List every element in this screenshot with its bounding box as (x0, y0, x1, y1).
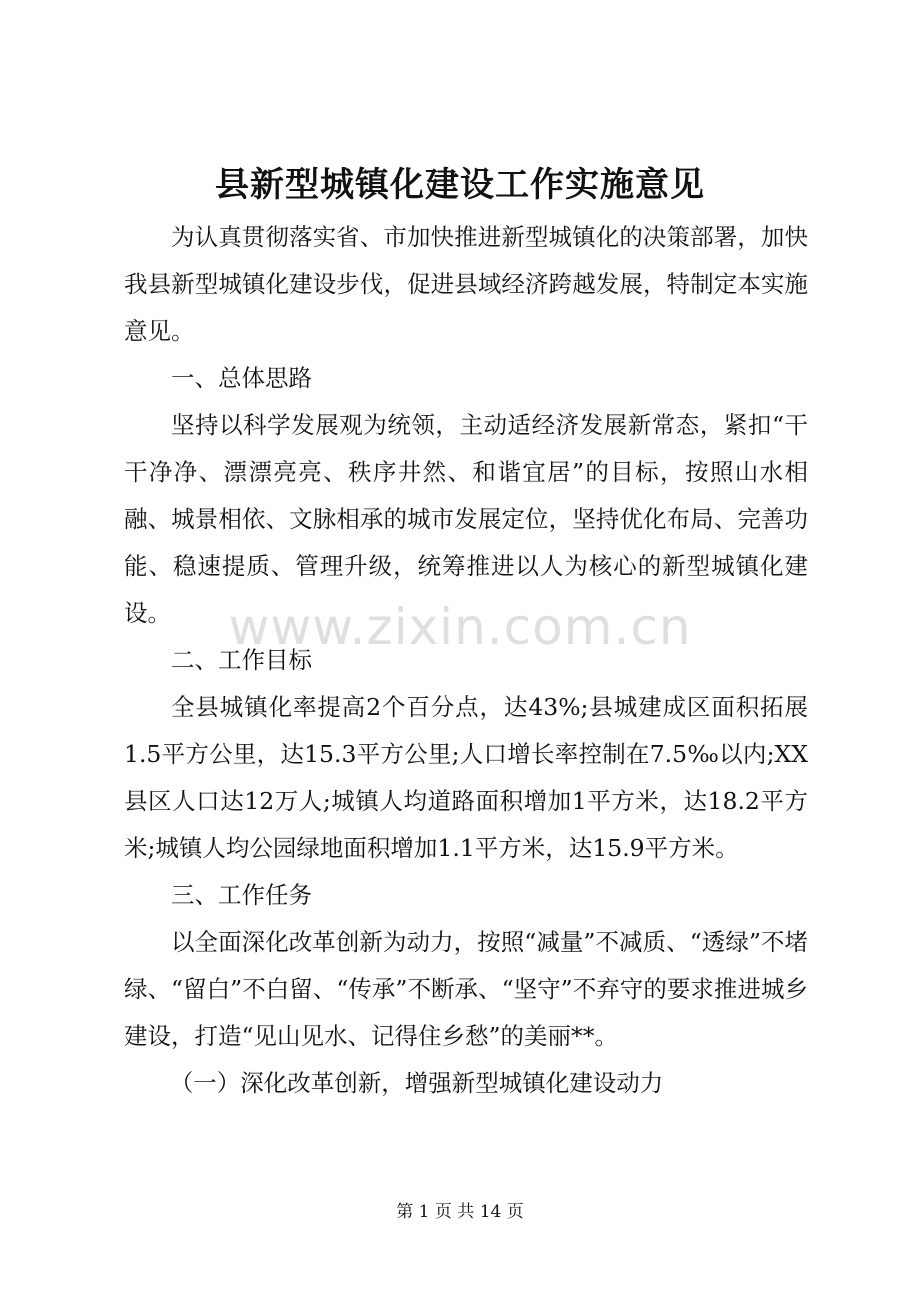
overall-approach-paragraph: 坚持以科学发展观为统领，主动适经济发展新常态，紧扣“干干净净、漂漂亮亮、秩序井然、和谐宜居”的目标，按照山水相融、城景相依、文脉相承的城市发展定位，坚持优化布局、完善功能、稳速提质、管理升级，统筹推进以人为核心的新型城镇化建设。 (124, 411, 808, 627)
document-title: 县新型城镇化建设工作实施意见 (215, 165, 705, 205)
section-heading-overall-approach: 一、总体思路 (171, 364, 312, 392)
intro-paragraph: 为认真贯彻落实省、市加快推进新型城镇化的决策部署，加快我县新型城镇化建设步伐，促进县域经济跨越发展，特制定本实施意见。 (124, 223, 808, 345)
subsection-heading-reform: （一）深化改革创新，增强新型城镇化建设动力 (169, 1069, 664, 1097)
work-tasks-paragraph: 以全面深化改革创新为动力，按照“减量”不减质、“透绿”不堵绿、“留白”不白留、“传承”不断承、“坚守”不弃守的要求推进城乡建设，打造“见山见水、记得住乡愁”的美丽**。 (124, 928, 808, 1050)
document-body (124, 214, 808, 1107)
page-footer: 第 1 页 共 14 页 (396, 1202, 524, 1222)
watermark: www.zixin.com.cn (228, 598, 692, 656)
work-goals-paragraph: 全县城镇化率提高2个百分点，达43%;县城建成区面积拓展1.5平方公里，达15.3平方公里;人口增长率控制在7.5‰以内;XX县区人口达12万人;城镇人均道路面积增加1平方米，达18.2平方米;城镇人均公园绿地面积增加1.1平方米，达15.9平方米。 (124, 693, 808, 862)
section-heading-work-goals: 二、工作目标 (171, 646, 312, 674)
section-heading-work-tasks: 三、工作任务 (171, 881, 312, 909)
